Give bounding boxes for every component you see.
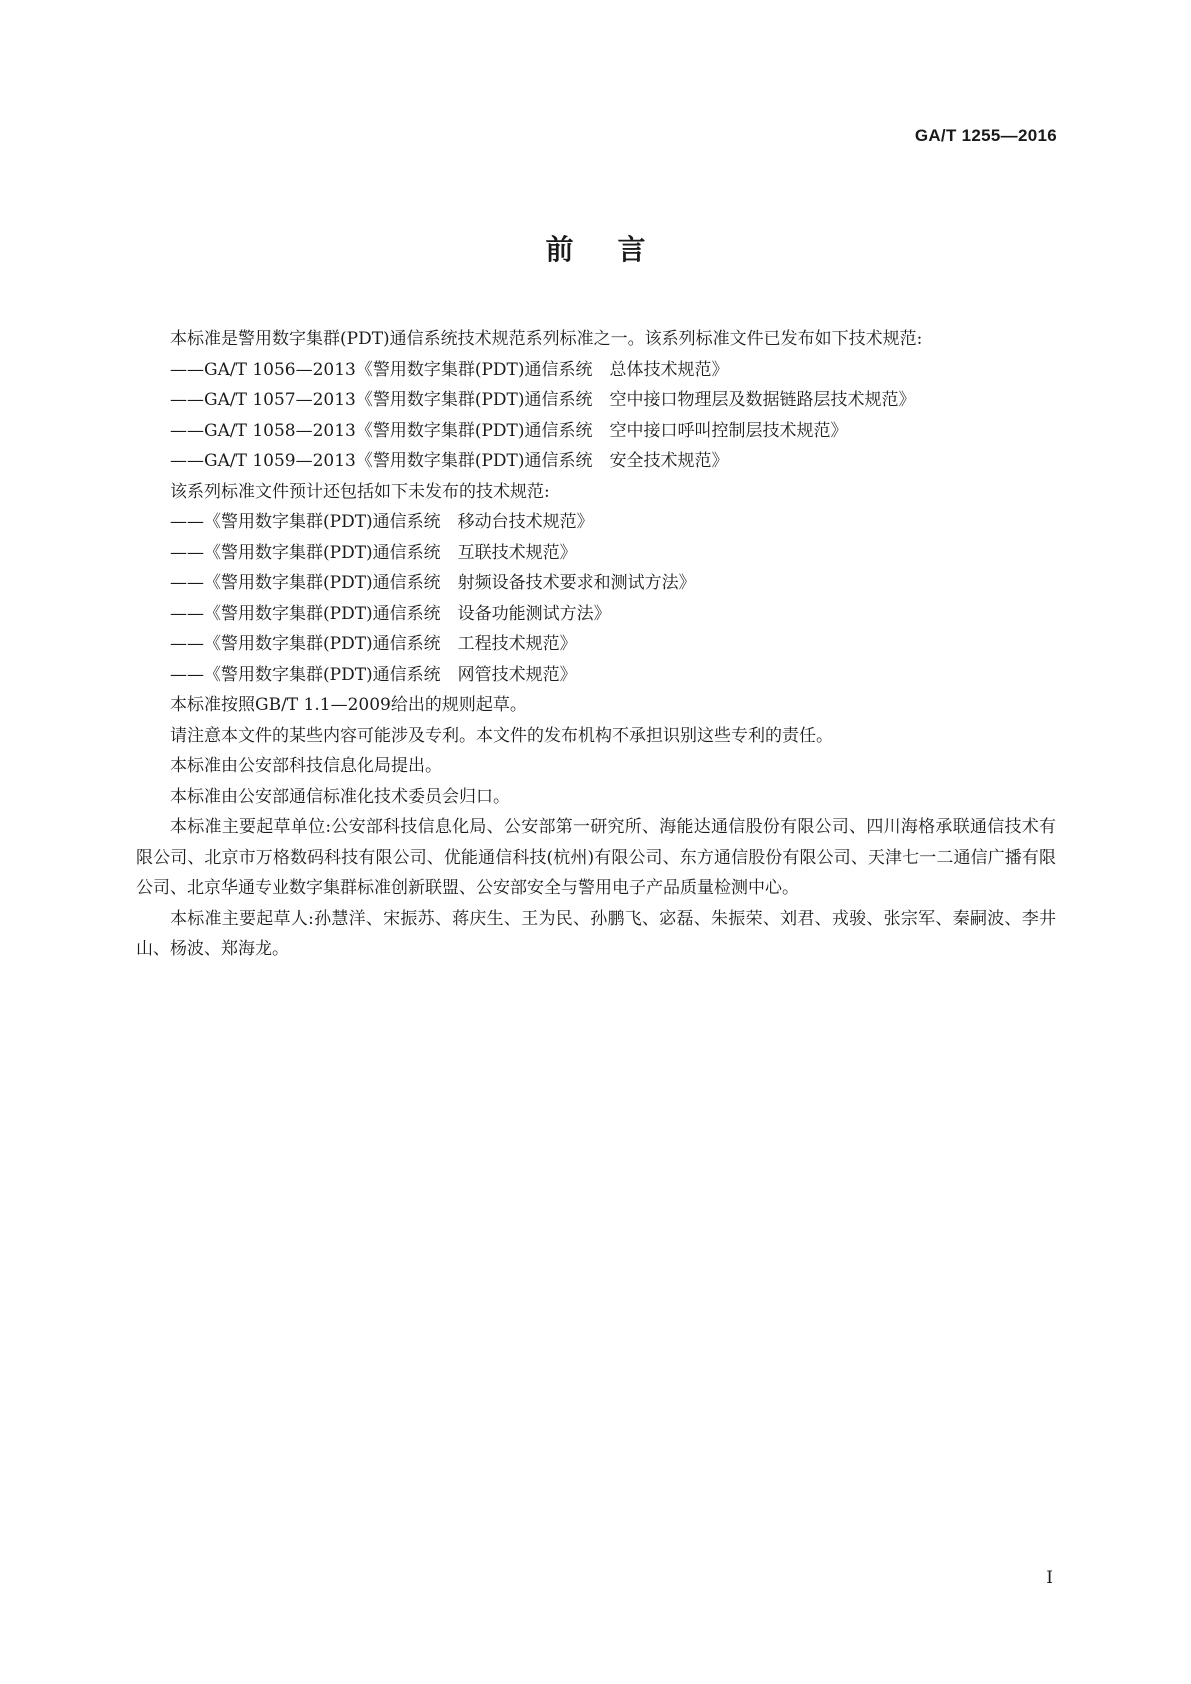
- list-item: ——《警用数字集群(PDT)通信系统 射频设备技术要求和测试方法》: [170, 573, 696, 593]
- drafters-paragraph: 本标准主要起草人:孙慧洋、宋振苏、蒋庆生、王为民、孙鹏飞、宓磊、朱振荣、刘君、戎骏、张宗军、秦嗣波、李井山、杨波、郑海龙。: [136, 908, 1056, 959]
- published-spec-list: [136, 355, 1056, 477]
- list-item: ——GA/T 1058—2013《警用数字集群(PDT)通信系统 空中接口呼叫控制层技术规范》: [170, 420, 848, 441]
- list-item: ——《警用数字集群(PDT)通信系统 互联技术规范》: [170, 542, 577, 563]
- planned-spec-list: [136, 507, 1056, 690]
- list-item: ——《警用数字集群(PDT)通信系统 设备功能测试方法》: [170, 603, 611, 624]
- list-item: ——《警用数字集群(PDT)通信系统 网管技术规范》: [170, 664, 577, 685]
- drafting-units-paragraph: 本标准主要起草单位:公安部科技信息化局、公安部第一研究所、海能达通信股份有限公司、四川海格承联通信技术有限公司、北京市万格数码科技有限公司、优能通信科技(杭州)有限公司、东方通信股份有限公司、天津七一二通信广播有限公司、北京华通专业数字集群标准创新联盟、公安部安全与警用电子产品质量检测中心。: [136, 817, 1056, 898]
- managed-by-paragraph: 本标准由公安部通信标准化技术委员会归口。: [170, 786, 510, 807]
- list-item: ——GA/T 1056—2013《警用数字集群(PDT)通信系统 总体技术规范》: [170, 359, 729, 380]
- drafting-rules-paragraph: 本标准按照GB/T 1.1—2009给出的规则起草。: [170, 695, 527, 715]
- list-item: ——《警用数字集群(PDT)通信系统 移动台技术规范》: [170, 512, 594, 532]
- document-code: GA/T 1255—2016: [914, 126, 1057, 145]
- proposed-by-paragraph: 本标准由公安部科技信息化局提出。: [170, 756, 442, 776]
- list-item: ——GA/T 1057—2013《警用数字集群(PDT)通信系统 空中接口物理层及数据链路层技术规范》: [170, 390, 916, 410]
- foreword-body: [136, 324, 1056, 965]
- planned-intro-paragraph: 该系列标准文件预计还包括如下未发布的技术规范:: [170, 481, 550, 502]
- list-item: ——GA/T 1059—2013《警用数字集群(PDT)通信系统 安全技术规范》: [170, 451, 729, 471]
- intro-paragraph: 本标准是警用数字集群(PDT)通信系统技术规范系列标准之一。该系列标准文件已发布如下技术规范:: [170, 329, 923, 349]
- patent-notice-paragraph: 请注意本文件的某些内容可能涉及专利。本文件的发布机构不承担识别这些专利的责任。: [170, 725, 833, 746]
- page-number: I: [1046, 1568, 1053, 1588]
- page-title: 前言: [545, 233, 690, 266]
- list-item: ——《警用数字集群(PDT)通信系统 工程技术规范》: [170, 634, 577, 654]
